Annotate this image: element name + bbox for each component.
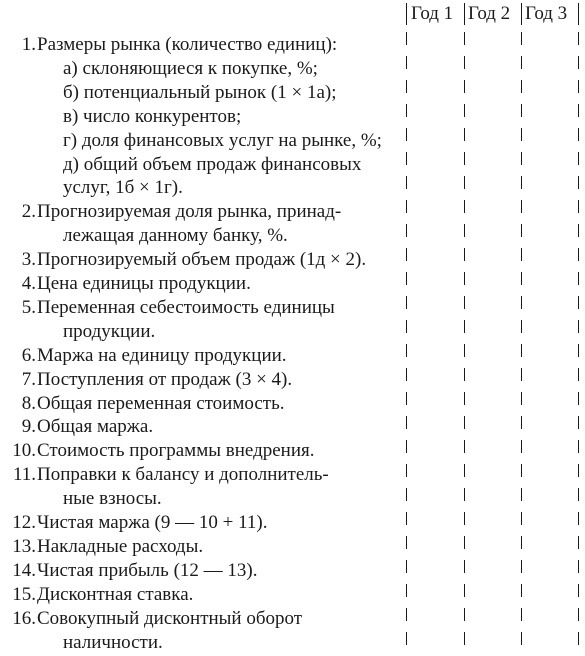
column-divider	[521, 3, 522, 25]
row-number: 7.	[21, 368, 36, 390]
column-header-year-3: Год 3	[525, 3, 568, 24]
row-number: 8.	[21, 392, 36, 414]
row-label: Поступления от продаж (3 × 4).	[37, 368, 293, 390]
row-label: Дисконтная ставка.	[37, 583, 194, 605]
row-label: услуг, 1б × 1г).	[63, 177, 183, 199]
row-number: 14.	[12, 559, 36, 581]
row-number: 4.	[21, 273, 36, 294]
row-label: Цена единицы продукции.	[37, 273, 251, 294]
row-number: 3.	[21, 249, 36, 271]
row-number: 6.	[21, 344, 36, 366]
column-divider	[406, 3, 407, 25]
row-label: продукции.	[63, 320, 156, 342]
row-label: Общая переменная стоимость.	[37, 392, 285, 414]
row-label: наличности.	[63, 631, 163, 653]
row-number: 12.	[12, 512, 36, 533]
row-number: 10.	[12, 440, 36, 462]
row-label: д) общий объем продаж финансовых	[63, 153, 362, 175]
row-label: Прогнозируемая доля рынка, принад-	[37, 201, 342, 223]
row-label: Чистая прибыль (12 — 13).	[37, 559, 258, 581]
row-number: 13.	[12, 535, 36, 557]
row-number: 2.	[21, 201, 36, 223]
row-number: 5.	[21, 296, 36, 318]
row-label: а) склоняющиеся к покупке, %;	[63, 57, 318, 79]
row-label: Маржа на единицу продукции.	[37, 344, 287, 366]
column-header-year-1: Год 1	[411, 3, 454, 24]
row-label: ные взносы.	[63, 488, 162, 510]
row-label: Стоимость программы внедрения.	[37, 440, 315, 462]
row-label: Размеры рынка (количество единиц):	[37, 34, 338, 55]
row-number: 16.	[12, 607, 36, 629]
row-label: Чистая маржа (9 — 10 + 11).	[37, 512, 268, 533]
row-label: Общая маржа.	[37, 416, 154, 438]
column-rule-year-1	[406, 32, 407, 654]
row-label: г) доля финансовых услуг на рынке, %;	[63, 129, 382, 151]
row-label: в) число конкурентов;	[63, 105, 242, 127]
column-divider	[578, 3, 579, 25]
column-rule-end	[578, 32, 579, 654]
row-label: лежащая данному банку, %.	[63, 225, 288, 247]
row-number: 15.	[12, 583, 36, 605]
column-divider	[464, 3, 465, 25]
row-label: Поправки к балансу и дополнитель-	[37, 464, 329, 486]
column-rule-year-3	[521, 32, 522, 654]
row-number: 9.	[21, 416, 36, 438]
row-label: б) потенциальный рынок (1 × 1а);	[63, 81, 337, 103]
row-label: Переменная себестоимость единицы	[37, 296, 335, 318]
column-header-year-2: Год 2	[468, 3, 511, 24]
row-label: Совокупный дисконтный оборот	[37, 607, 303, 629]
column-rule-year-2	[464, 32, 465, 654]
row-number: 11.	[12, 464, 36, 486]
row-number: 1.	[21, 34, 36, 55]
row-label: Прогнозируемый объем продаж (1д × 2).	[37, 249, 367, 271]
row-label: Накладные расходы.	[37, 535, 204, 557]
